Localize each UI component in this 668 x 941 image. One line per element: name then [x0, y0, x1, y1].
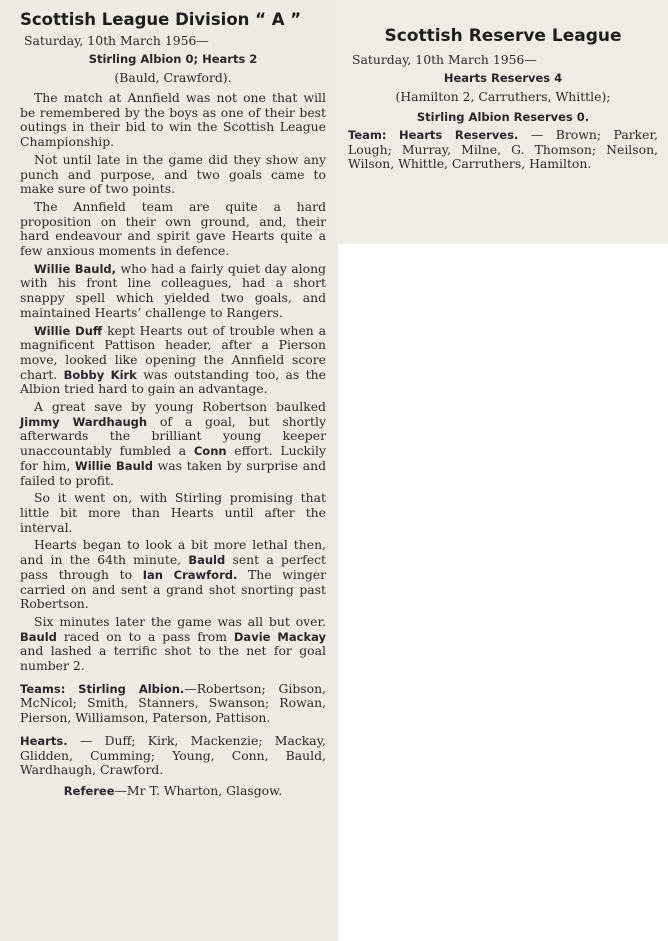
para-5 — [20, 324, 326, 398]
reserve-score-away: Stirling Albion Reserves 0. — [416, 110, 590, 124]
para-4 — [20, 262, 326, 321]
para-text: was outstanding too, as the Albion tried hard to gain an advantage. — [20, 366, 326, 397]
para-text: kept Hearts out of trouble when a magnificent Pattison header, after a Pierson move, looked like opening the Annfield score chart. — [20, 322, 326, 382]
reserve-team-lineup — [348, 128, 658, 172]
reserve-date: Saturday, 10th March 1956— — [352, 52, 537, 67]
para-text: Hearts began to look a bit more lethal then, and in the 64th minute, — [20, 537, 326, 568]
hearts-team-lineup — [20, 734, 326, 778]
player-name: Conn — [193, 444, 227, 459]
para-2: Not until late in the game did they show any punch and purpose, and two goals came to make sure of two points. — [20, 151, 326, 197]
reserve-scorers: (Hamilton 2, Carruthers, Whittle); — [395, 89, 611, 104]
para-text: effort. Luckily for him, — [20, 443, 326, 473]
player-name: Jimmy Wardhaugh — [20, 414, 148, 429]
stirling-team-lineup — [20, 682, 326, 726]
para-6 — [20, 400, 326, 488]
division-a-scorers: (Bauld, Crawford). — [114, 70, 232, 85]
para-text: raced on to a pass from — [56, 628, 234, 644]
player-name: Ian Crawford. — [142, 567, 238, 582]
division-a-score: Stirling Albion 0; Hearts 2 — [88, 52, 258, 66]
reserve-team-label: Team: Hearts Reserves. — [348, 128, 519, 142]
teams-label: Teams: Stirling Albion. — [20, 681, 185, 696]
para-text: of a goal, but shortly afterwards the brilliant young keeper unaccountably fumbled a — [20, 413, 326, 459]
referee-label: Referee — [63, 783, 115, 798]
referee-line — [20, 784, 326, 799]
para-3: The Annfield team are quite a hard proposition on their own ground, and, their hard endeavour and spirit gave Hearts quite a few anxious moments in defence. — [20, 198, 326, 259]
player-name: Willie Duff — [34, 323, 103, 338]
division-a-heading: Scottish League Division “ A ” — [20, 10, 302, 29]
reserve-league-clipping — [338, 0, 668, 244]
para-text: and lashed a terrific shot to the net for goal number 2. — [20, 643, 326, 674]
para-text: was taken by surprise and failed to profit. — [20, 457, 326, 488]
hearts-label: Hearts. — [20, 733, 68, 748]
player-name: Davie Mackay — [233, 629, 326, 644]
para-text: Six minutes later the game was all but over. — [34, 613, 326, 629]
para-text: A great save by young Robertson baulked — [34, 399, 326, 415]
player-name: Bauld — [20, 629, 57, 644]
player-name: Willie Bauld, — [34, 261, 117, 276]
reserve-heading: Scottish Reserve League — [384, 26, 622, 46]
division-a-date: Saturday, 10th March 1956— — [24, 33, 209, 48]
para-1: The match at Annfield was not one that will be remembered by the boys as one of their best outings in their bid to win the Scottish League Championship. — [20, 90, 326, 150]
player-name: Willie Bauld — [75, 458, 153, 473]
referee-name: —Mr T. Wharton, Glasgow. — [114, 782, 283, 798]
team-list: — Duff; Kirk, Mackenzie; Mackay, Glidden, Cumming; Young, Conn, Bauld, Wardhaugh, Crawford. — [20, 732, 326, 778]
para-text: who had a fairly quiet day along with his front line colleagues, had a short snappy spell which yielded two goals, and maintained Hearts’ challenge to Rangers. — [20, 260, 326, 320]
team-list: —Robertson; Gibson, McNicol; Smith, Stanners, Swanson; Rowan, Pierson, Williamson, Paterson, Pattison. — [20, 680, 326, 726]
team-list: — Brown; Parker, Lough; Murray, Milne, G. Thomson; Neilson, Wilson, Whittle, Carruthers, Hamilton. — [348, 127, 658, 172]
player-name: Bobby Kirk — [63, 367, 137, 382]
para-text: sent a perfect pass through to — [20, 552, 326, 582]
para-text: The winger carried on and sent a grand shot snorting past Robertson. — [20, 566, 327, 612]
para-9 — [20, 615, 326, 674]
para-8 — [20, 538, 326, 612]
reserve-score-home: Hearts Reserves 4 — [443, 71, 563, 85]
player-name: Bauld — [188, 553, 226, 568]
para-7: So it went on, with Stirling promising that little bit more than Hearts until after the interval. — [20, 490, 326, 535]
